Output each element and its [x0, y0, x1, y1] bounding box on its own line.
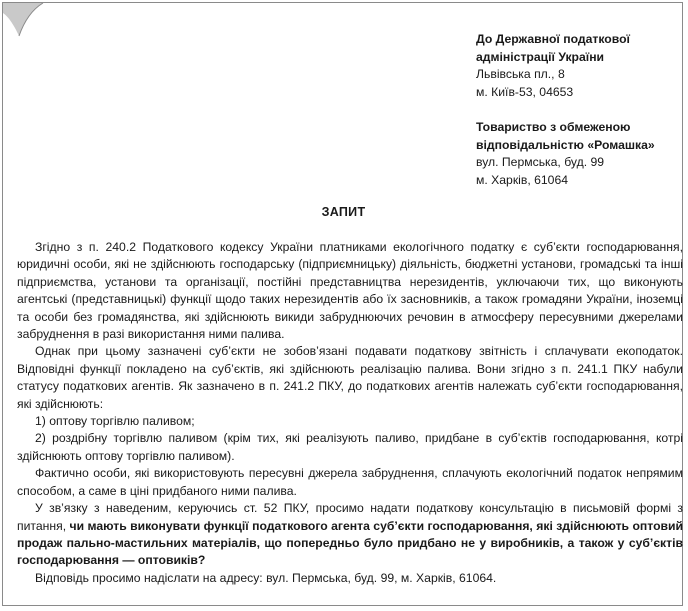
sender-name-line-1: Товариство з обмеженою — [476, 120, 631, 134]
paragraph-7: Відповідь просимо надіслати на адресу: вул. Пермська, буд. 99, м. Харків, 61064. — [35, 570, 497, 585]
paragraph-2: Однак при цьому зазначені суб’єкти не зобов’язані подавати податкову звітність і сплачувати екоподаток. Відповідні функції покладено на суб’єктів, які здійснюють реалізацію палива. Вони згідно з п. 241.1 ПКУ набули статусу податкових агентів. Як зазначено в п. 241.2 ПКУ, до податкових агентів належать суб’єкти господарювання, які здійснюють: — [17, 344, 683, 411]
recipient-name-line-2: адміністрації України — [476, 49, 605, 64]
paragraph-5: Фактично особи, які використовують пересувні джерела забруднення, сплачують екологічний податок непрямим способом, а саме в ціні придбаного ними палива. — [17, 466, 683, 498]
sender-name-line-2: відповідальністю «Ромашка» — [476, 137, 655, 152]
request-intro: У зв’язку з наведеним, керуючись ст. 52 ПКУ, просимо надати податкову консультацію в письмовій формі з питання, — [17, 501, 683, 533]
recipient-street: Львівська пл., 8 — [476, 67, 565, 81]
sender-company — [476, 119, 655, 189]
paragraph-3: 1) оптову торгівлю паливом; — [35, 414, 195, 429]
recipient-city: м. Київ-53, 04653 — [476, 84, 574, 99]
sender-street: вул. Пермська, буд. 99 — [476, 155, 605, 169]
paragraph-4: 2) роздрібну торгівлю паливом (крім тих, які реалізують паливо, придбане в суб’єктів господарювання, котрі здійснюють оптову торгівлю паливом). — [17, 431, 683, 463]
letter-page — [2, 2, 683, 606]
paragraph-1: Згідно з п. 240.2 Податкового кодексу України платниками екологічного податку є суб’єкти господарювання, юридичні особи, які не здійснюють господарську (підприємницьку) діяльність, бюджетні установи, громадські та інші підприємства, установи та організації, постійні представництва нерезидентів, уключаючи тих, що виконують агентські (представницькі) функції щодо таких нерезидентів або їх засновників, а також громадяни України, іноземці та особи без громадянства, які здійснюють викиди забруднюючих речовин в атмосферу пересувними джерелами забруднення в разі використання ними палива. — [17, 240, 683, 342]
letter-body — [17, 239, 683, 587]
recipient-name-line-1: До Державної податкової — [476, 32, 630, 46]
request-question: чи мають виконувати функції податкового агента суб’єкти господарювання, які здійснюють оптовий продаж пально-мастильних матеріалів, що попередньо було придбано не у виробників, а також у суб’єктів господарювання — оптовиків? — [17, 518, 683, 568]
recipient-tax-administration — [476, 31, 630, 101]
page-curl-icon — [3, 3, 45, 39]
sender-city: м. Харків, 61064 — [476, 172, 569, 187]
paragraph-6 — [17, 500, 683, 570]
document-title: ЗАПИТ — [321, 205, 366, 219]
